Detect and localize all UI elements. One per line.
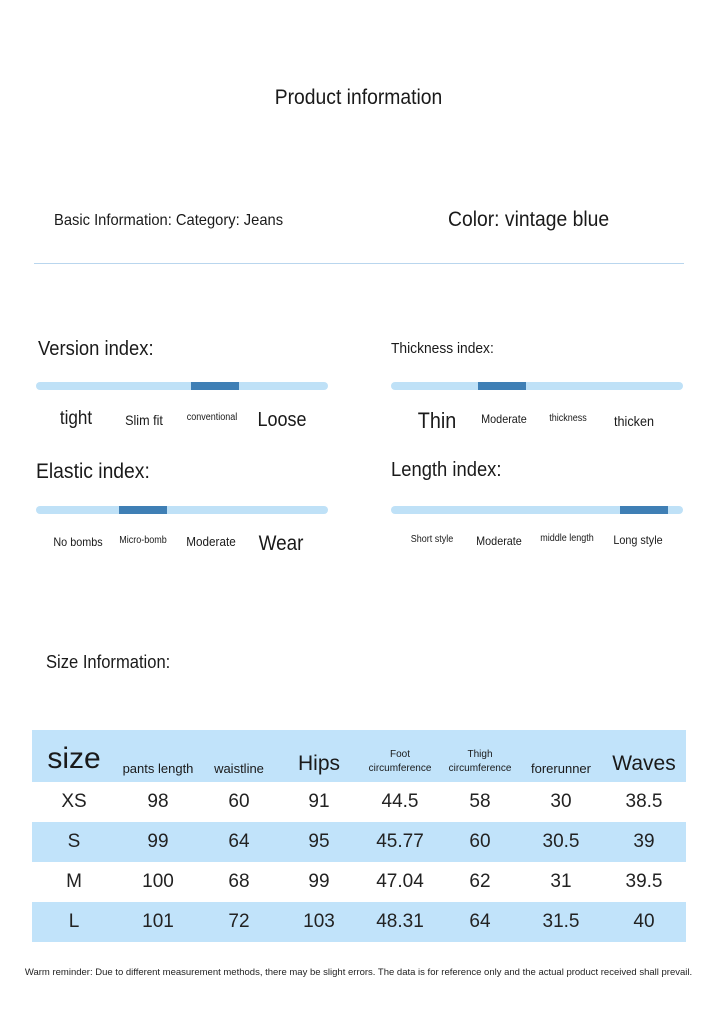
cell-forerunner: 31 (550, 871, 572, 892)
size-table (32, 730, 686, 942)
elastic-option-no-bombs: No bombs (53, 535, 103, 549)
thickness-option-thin: Thin (417, 408, 457, 433)
cell-waistline: 68 (228, 871, 250, 892)
elastic-index-bar (36, 506, 328, 514)
thickness-option-thickness: thickness (549, 413, 587, 424)
cell-waves: 39 (633, 831, 655, 852)
table-row (32, 782, 686, 822)
cell-size: M (66, 871, 82, 892)
cell-hips: 99 (308, 871, 330, 892)
header-foot-circumference: Foot circumference (368, 749, 432, 774)
version-option-conventional: conventional (186, 412, 238, 423)
cell-thigh-circumference: 62 (469, 871, 491, 892)
cell-foot-circumference: 47.04 (376, 871, 424, 892)
header-pants-length: pants length (122, 761, 194, 776)
cell-foot-circumference: 44.5 (381, 791, 419, 812)
length-option-short-style: Short style (410, 534, 454, 545)
thickness-option-thicken: thicken (614, 413, 654, 429)
cell-hips: 91 (308, 791, 330, 812)
version-index-bar (36, 382, 328, 390)
thickness-option-moderate: Moderate (481, 412, 527, 426)
elastic-index-indicator (119, 506, 167, 514)
cell-waves: 38.5 (625, 791, 663, 812)
length-option-moderate: Moderate (476, 534, 522, 548)
size-information-title: Size Information: (46, 652, 171, 672)
thickness-index-bar (391, 382, 683, 390)
header-hips: Hips (297, 752, 340, 775)
cell-waistline: 60 (228, 791, 250, 812)
length-option-long-style: Long style (613, 533, 663, 547)
length-index-indicator (620, 506, 668, 514)
version-option-loose: Loose (257, 409, 307, 431)
cell-waves: 39.5 (625, 871, 663, 892)
cell-forerunner: 30.5 (542, 831, 580, 852)
cell-pants-length: 99 (147, 831, 169, 852)
section-divider (34, 263, 684, 264)
warm-reminder: Warm reminder: Due to different measurement methods, there may be slight errors. The data is for reference only and the actual product received shall prevail. (24, 967, 693, 978)
version-option-slim-fit: Slim fit (125, 412, 163, 428)
elastic-option-wear: Wear (258, 532, 304, 555)
basic-information: Basic Information: Category: Jeans (54, 212, 284, 229)
cell-waves: 40 (633, 911, 655, 932)
header-forerunner: forerunner (531, 761, 591, 776)
header-size: size (47, 742, 101, 775)
header-thigh-circumference: Thigh circumference (448, 749, 512, 774)
cell-thigh-circumference: 58 (469, 791, 491, 812)
cell-hips: 95 (308, 831, 330, 852)
cell-pants-length: 101 (142, 911, 174, 932)
cell-size: S (67, 831, 81, 852)
color-information: Color: vintage blue (448, 208, 610, 231)
cell-foot-circumference: 45.77 (376, 831, 424, 852)
cell-waistline: 64 (228, 831, 250, 852)
size-table-header-row (32, 730, 686, 782)
cell-forerunner: 31.5 (542, 911, 580, 932)
thickness-index-indicator (478, 382, 526, 390)
cell-waistline: 72 (228, 911, 250, 932)
version-index-indicator (191, 382, 239, 390)
cell-thigh-circumference: 64 (469, 911, 491, 932)
page-title: Product information (274, 86, 443, 109)
cell-size: XS (61, 791, 87, 812)
cell-thigh-circumference: 60 (469, 831, 491, 852)
length-option-middle-length: middle length (540, 533, 594, 544)
elastic-option-moderate: Moderate (186, 534, 236, 549)
table-row (32, 822, 686, 862)
length-index-title: Length index: (391, 459, 502, 481)
elastic-index-title: Elastic index: (36, 460, 150, 483)
cell-size: L (68, 911, 80, 932)
thickness-index-title: Thickness index: (391, 340, 494, 357)
cell-pants-length: 98 (147, 791, 169, 812)
header-waves: Waves (612, 752, 676, 775)
cell-forerunner: 30 (550, 791, 572, 812)
table-row (32, 902, 686, 942)
version-option-tight: tight (59, 408, 93, 429)
cell-pants-length: 100 (142, 871, 174, 892)
length-index-bar (391, 506, 683, 514)
version-index-title: Version index: (38, 338, 154, 360)
cell-foot-circumference: 48.31 (376, 911, 424, 932)
header-waistline: waistline (214, 761, 264, 776)
table-row (32, 862, 686, 902)
cell-hips: 103 (303, 911, 335, 932)
elastic-option-micro-bomb: Micro-bomb (119, 535, 167, 546)
